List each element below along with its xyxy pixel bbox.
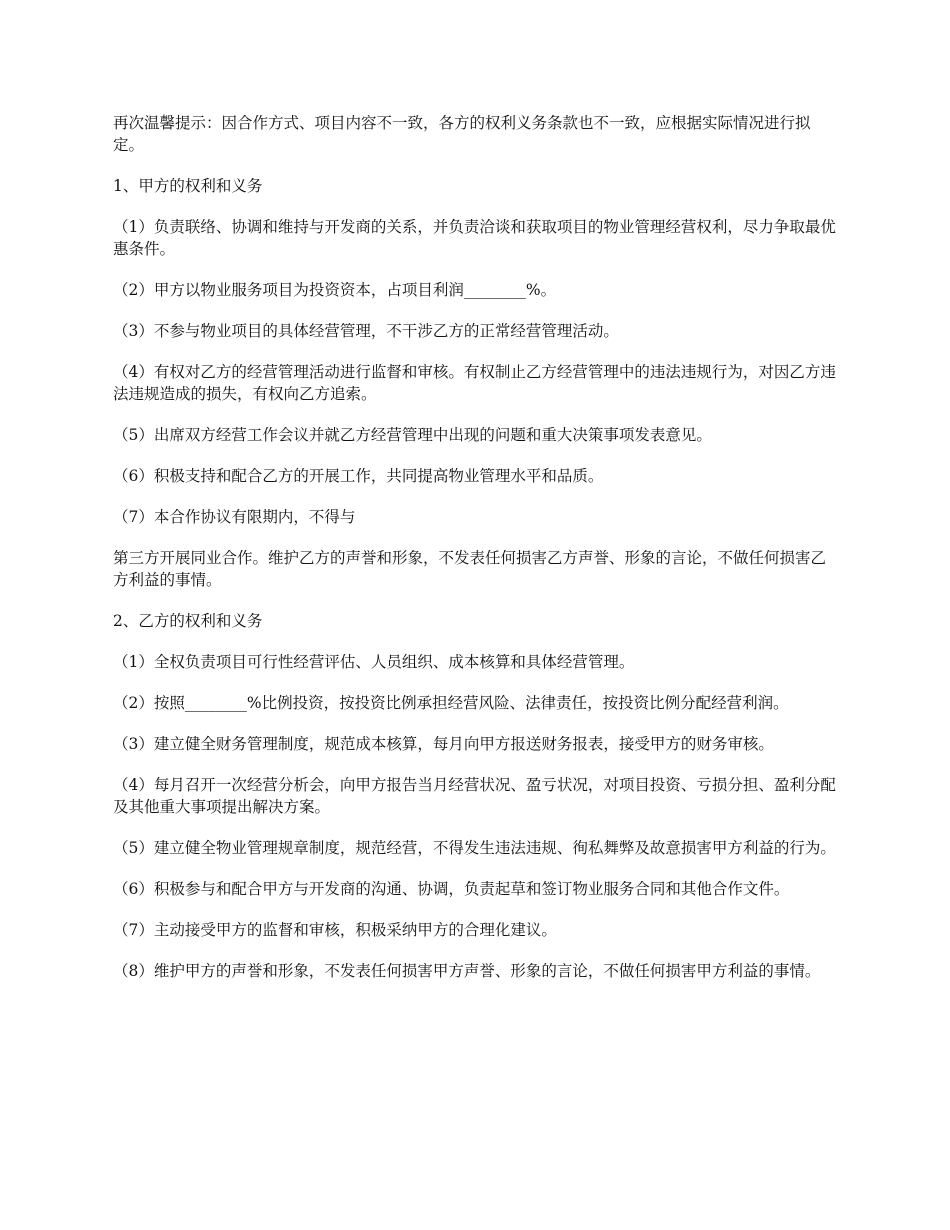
clause-b-2: （2）按照________%比例投资，按投资比例承担经营风险、法律责任，按投资比例分配经营利润。: [113, 694, 789, 712]
document-body: [113, 112, 838, 1001]
clause-b-7: （7）主动接受甲方的监督和审核，积极采纳甲方的合理化建议。: [113, 921, 557, 939]
clause-a-1: （1）负责联络、协调和维持与开发商的关系，并负责洽谈和获取项目的物业管理经营权利，尽力争取最优惠条件。: [113, 218, 836, 258]
clause-a-7: （7）本合作协议有限期内，不得与: [113, 508, 356, 526]
clause-a-3: （3）不参与物业项目的具体经营管理，不干涉乙方的正常经营管理活动。: [113, 322, 619, 340]
clause-b-1: （1）全权负责项目可行性经营评估、人员组织、成本核算和具体经营管理。: [113, 653, 635, 671]
clause-a-2: （2）甲方以物业服务项目为投资资本，占项目利润________%。: [113, 281, 557, 299]
clause-b-5: （5）建立健全物业管理规章制度，规范经营，不得发生违法违规、徇私舞弊及故意损害甲方利益的行为。: [113, 839, 836, 857]
clause-a-5: （5）出席双方经营工作会议并就乙方经营管理中出现的问题和重大决策事项发表意见。: [113, 426, 712, 444]
section-heading-party-a: 1、甲方的权利和义务: [113, 177, 263, 195]
clause-b-3: （3）建立健全财务管理制度，规范成本核算，每月向甲方报送财务报表，接受甲方的财务审核。: [113, 735, 774, 753]
clause-a-6: （6）积极支持和配合乙方的开展工作，共同提高物业管理水平和品质。: [113, 467, 604, 485]
clause-a-4: （4）有权对乙方的经营管理活动进行监督和审核。有权制止乙方经营管理中的违法违规行为，对因乙方违法违规造成的损失，有权向乙方追索。: [113, 363, 836, 403]
reminder-paragraph: 再次温馨提示：因合作方式、项目内容不一致，各方的权利义务条款也不一致，应根据实际情况进行拟定。: [113, 114, 811, 154]
clause-b-8: （8）维护甲方的声誉和形象，不发表任何损害甲方声誉、形象的言论，不做任何损害甲方利益的事情。: [113, 962, 821, 980]
section-heading-party-b: 2、乙方的权利和义务: [113, 612, 263, 630]
clause-b-6: （6）积极参与和配合甲方与开发商的沟通、协调，负责起草和签订物业服务合同和其他合作文件。: [113, 880, 790, 898]
clause-b-4: （4）每月召开一次经营分析会，向甲方报告当月经营状况、盈亏状况，对项目投资、亏损分担、盈利分配及其他重大事项提出解决方案。: [113, 776, 836, 816]
clause-a-7-continued: 第三方开展同业合作。维护乙方的声誉和形象，不发表任何损害乙方声誉、形象的言论，不做任何损害乙方利益的事情。: [113, 549, 827, 589]
